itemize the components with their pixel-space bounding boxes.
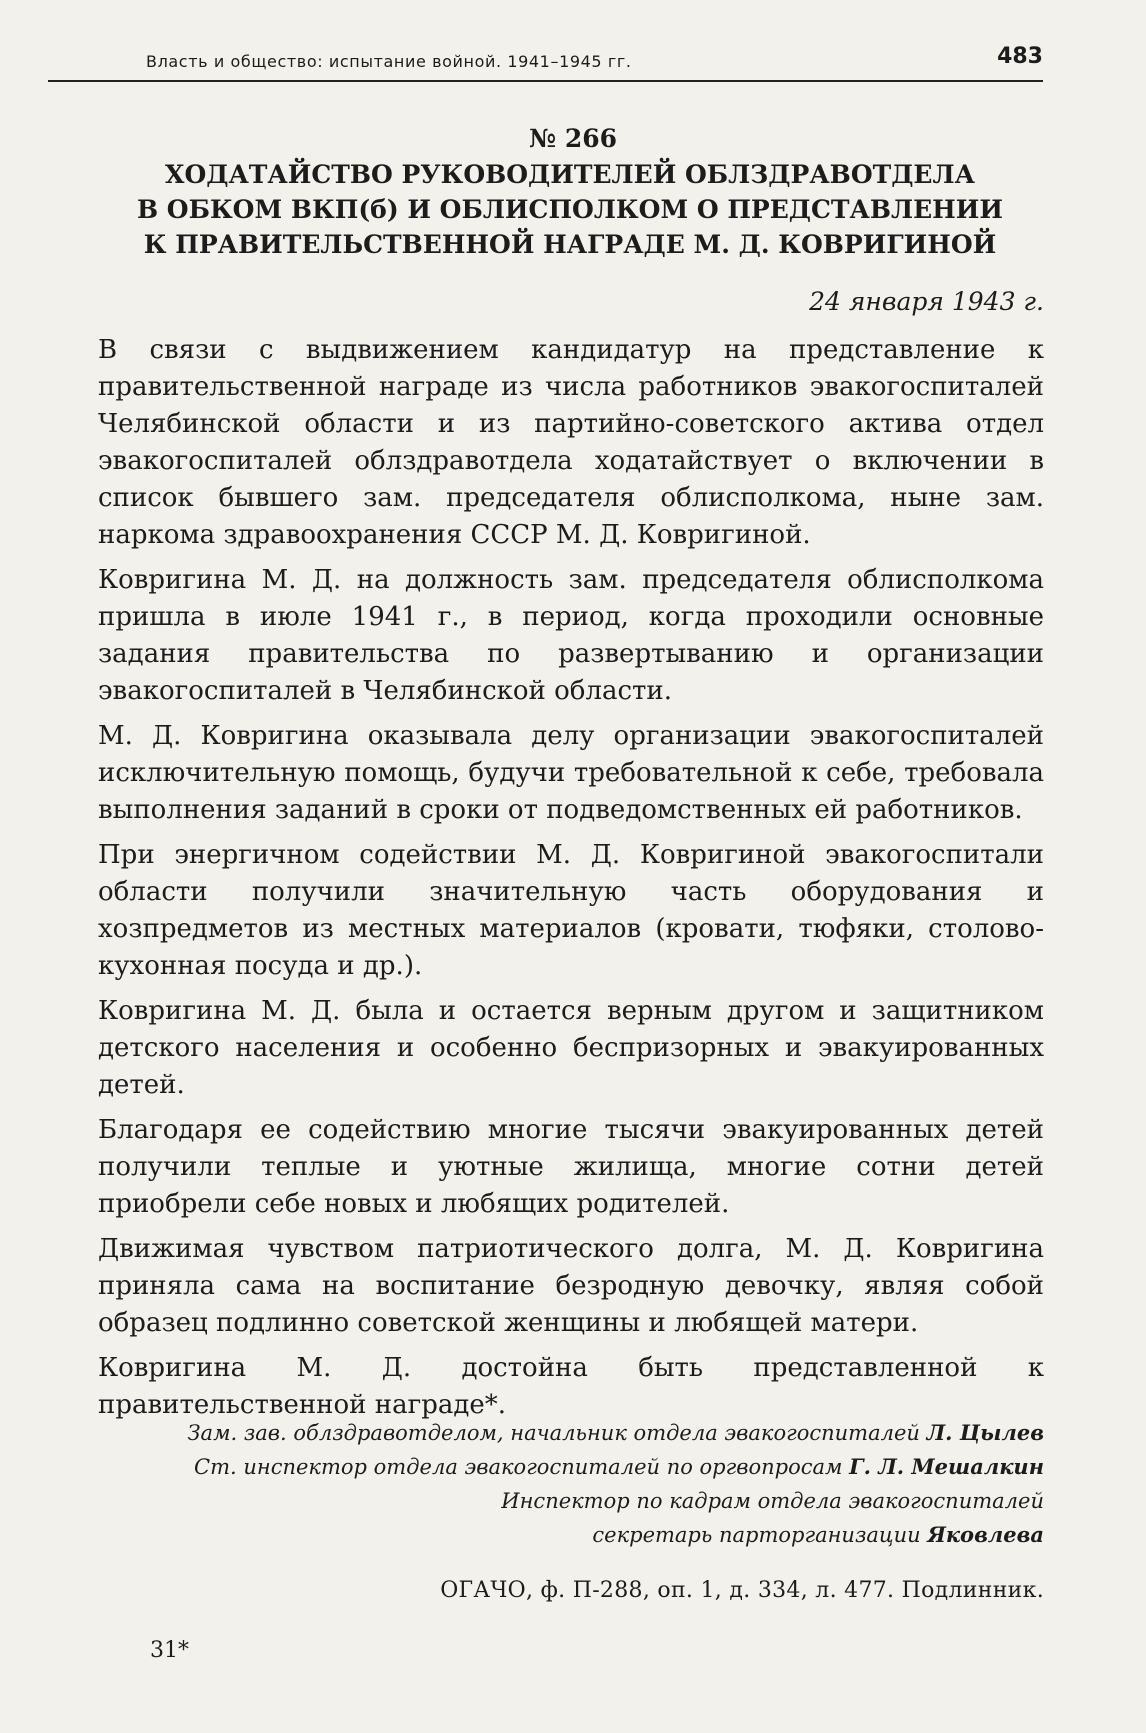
body-paragraph: Ковригина М. Д. на должность зам. председателя облисполкома пришла в июле 1941 г., в период, когда проходили основные задания правительства по развертыванию и организации эвакогоспиталей в Челябинской области. (98, 565, 1044, 706)
body-paragraph: В связи с выдвижением кандидатур на представление к правительственной награде из числа работников эвакогоспиталей Челябинской области и из партийно-советского актива отдел эвакогоспиталей облздравотдела ходатайствует о включении в список бывшего зам. председателя облисполкома, ныне зам. наркома здравоохранения СССР М. Д. Ковригиной. (98, 335, 1044, 550)
signature-row (84, 1484, 1044, 1518)
title-line: К ПРАВИТЕЛЬСТВЕННОЙ НАГРАДЕ М. Д. КОВРИГИНОЙ (143, 230, 997, 259)
title-line: В ОБКОМ ВКП(б) И ОБЛИСПОЛКОМ О ПРЕДСТАВЛЕНИИ (136, 195, 1004, 224)
signature-row (84, 1416, 1044, 1450)
signature-name: Яковлева (927, 1522, 1044, 1547)
document-date: 24 января 1943 г. (809, 287, 1044, 316)
body-paragraph: При энергичном содействии М. Д. Ковригиной эвакогоспитали области получили значительную часть оборудования и хозпредметов из местных материалов (кровати, тюфяки, столово-кухонная посуда и др.). (98, 840, 1044, 981)
signature-position: Инспектор по кадрам отдела эвакогоспиталей (501, 1489, 1044, 1513)
body-paragraph: М. Д. Ковригина оказывала делу организации эвакогоспиталей исключительную помощь, будучи требовательной к себе, требовала выполнения заданий в сроки от подведомственных ей работников. (98, 721, 1044, 825)
body-paragraph: Благодаря ее содействию многие тысячи эвакуированных детей получили теплые и уютные жилища, многие сотни детей приобрели себе новых и любящих родителей. (98, 1115, 1044, 1219)
page-number: 483 (997, 44, 1043, 69)
body-paragraph: Ковригина М. Д. была и остается верным другом и защитником детского населения и особенно беспризорных и эвакуированных детей. (98, 996, 1044, 1100)
signature-name: Г. Л. Мешалкин (849, 1454, 1044, 1479)
title-line: ХОДАТАЙСТВО РУКОВОДИТЕЛЕЙ ОБЛЗДРАВОТДЕЛА (165, 160, 975, 189)
signature-name: Л. Цылев (926, 1420, 1044, 1445)
signature-position: Ст. инспектор отдела эвакогоспиталей по оргвопросам (194, 1455, 843, 1479)
body-paragraph: Ковригина М. Д. достойна быть представленной к правительственной награде*. (98, 1353, 1044, 1420)
signature-position: Зам. зав. облздравотделом, начальник отдела эвакогоспиталей (187, 1421, 920, 1445)
running-header (48, 40, 1043, 82)
document-body (98, 332, 1044, 1432)
document-number: № 266 (528, 124, 618, 153)
signature-position: секретарь парторганизации (592, 1523, 921, 1547)
document-title (100, 157, 1040, 262)
running-head-title: Власть и общество: испытание войной. 1941–1945 гг. (146, 52, 632, 71)
signatures-block (84, 1416, 1044, 1552)
body-paragraph: Движимая чувством патриотического долга, М. Д. Ковригина приняла сама на воспитание безродную девочку, являя собой образец подлинно советской женщины и любящей матери. (98, 1234, 1044, 1338)
signature-row (84, 1518, 1044, 1552)
sheet-mark: 31* (150, 1638, 189, 1663)
archive-source: ОГАЧО, ф. П-288, оп. 1, д. 334, л. 477. Подлинник. (440, 1578, 1044, 1603)
signature-row (84, 1450, 1044, 1484)
